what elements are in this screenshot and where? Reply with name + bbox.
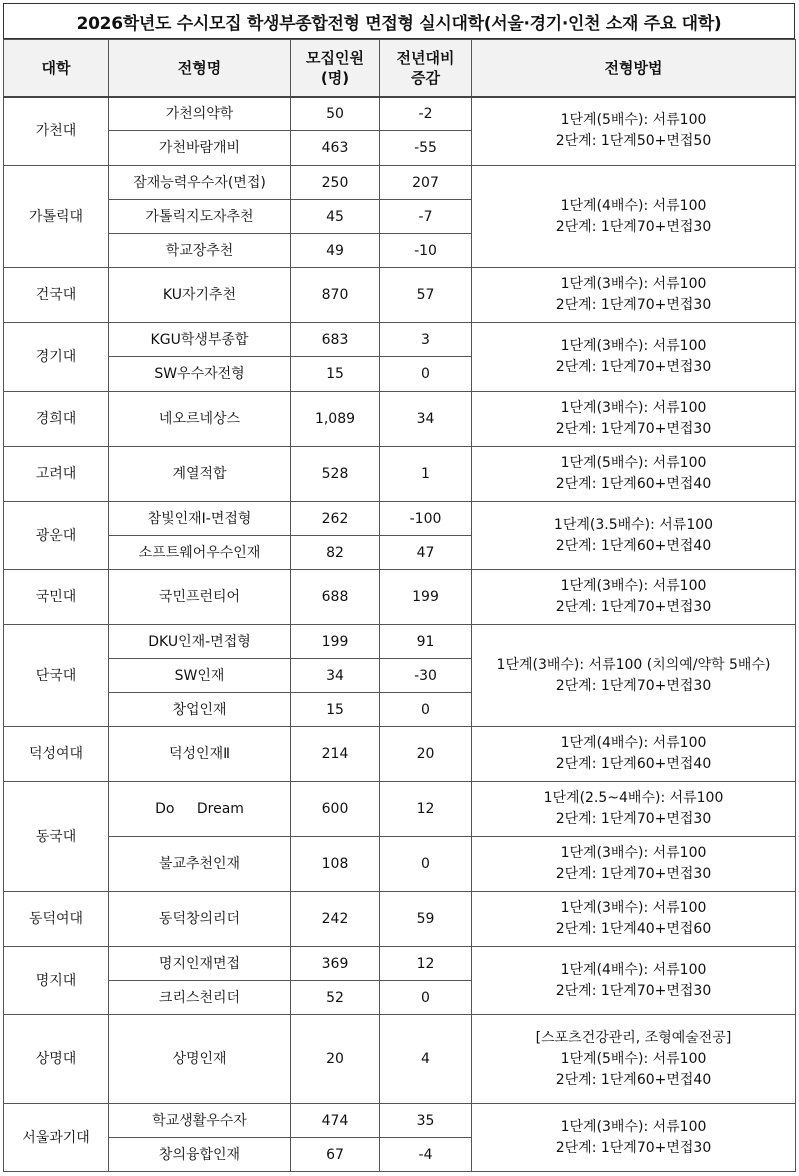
- quota-cell: 688: [291, 570, 380, 625]
- method-line: 2단계: 1단계60+면접40: [555, 1071, 712, 1088]
- quota-cell: 870: [291, 268, 380, 323]
- table-row: [4, 727, 796, 782]
- table-row: [4, 323, 796, 357]
- change-cell: -2: [380, 97, 472, 131]
- track-cell: 상명인재: [109, 1015, 291, 1104]
- change-cell: 47: [380, 536, 472, 570]
- page-title: 2026학년도 수시모집 학생부종합전형 면접형 실시대학(서울·경기·인천 소재 주요 대학): [3, 3, 795, 39]
- table-row: [4, 502, 796, 536]
- change-cell: 0: [380, 837, 472, 892]
- change-cell: 57: [380, 268, 472, 323]
- quota-cell: 20: [291, 1015, 380, 1104]
- quota-cell: 15: [291, 357, 380, 392]
- method-cell: [472, 447, 796, 502]
- method-line: 2단계: 1단계70+면접30: [555, 421, 712, 437]
- method-cell: [472, 97, 796, 166]
- change-cell: 91: [380, 625, 472, 659]
- univ-cell: 동국대: [4, 782, 109, 892]
- quota-cell: 199: [291, 625, 380, 659]
- table-row: [4, 1015, 796, 1104]
- method-line: 2단계: 1단계70+면접30: [555, 599, 712, 615]
- track-cell: 창의융합인재: [109, 1138, 291, 1172]
- quota-cell: 52: [291, 981, 380, 1015]
- quota-cell: 67: [291, 1138, 380, 1172]
- univ-cell: 가톨릭대: [4, 166, 109, 268]
- method-line: 1단계(3배수): 서류100: [560, 845, 707, 861]
- quota-cell: 34: [291, 659, 380, 693]
- method-line: 1단계(4배수): 서류100: [560, 735, 707, 751]
- quota-cell: 50: [291, 97, 380, 131]
- method-line: 1단계(3배수): 서류100 (치의예/약학 5배수): [496, 656, 771, 673]
- change-cell: 3: [380, 323, 472, 357]
- method-cell: [472, 727, 796, 782]
- quota-cell: 108: [291, 837, 380, 892]
- quota-cell: 600: [291, 782, 380, 837]
- track-cell: SW우수자전형: [109, 357, 291, 392]
- quota-cell: 82: [291, 536, 380, 570]
- quota-cell: 214: [291, 727, 380, 782]
- method-line: 1단계(4배수): 서류100: [560, 961, 707, 978]
- method-line: 2단계: 1단계70+면접30: [555, 982, 712, 999]
- method-cell: [472, 782, 796, 837]
- track-cell: DKU인재-면접형: [109, 625, 291, 659]
- quota-cell: 683: [291, 323, 380, 357]
- track-cell: 잠재능력우수자(면접): [109, 166, 291, 200]
- change-cell: 12: [380, 947, 472, 981]
- method-cell: [472, 947, 796, 1015]
- method-line: 1단계(2.5~4배수): 서류100: [543, 790, 724, 806]
- method-line: 1단계(3배수): 서류100: [560, 578, 707, 594]
- track-cell: 가천바람개비: [109, 131, 291, 166]
- change-cell: 199: [380, 570, 472, 625]
- univ-cell: 건국대: [4, 268, 109, 323]
- method-cell: [472, 570, 796, 625]
- header-quota: [291, 40, 380, 97]
- method-line: 2단계: 1단계70+면접30: [555, 677, 712, 694]
- method-line: 2단계: 1단계70+면접30: [555, 218, 712, 235]
- change-cell: 20: [380, 727, 472, 782]
- track-cell: 네오르네상스: [109, 392, 291, 447]
- method-line: 2단계: 1단계70+면접30: [555, 297, 712, 313]
- quota-cell: 463: [291, 131, 380, 166]
- method-line: 2단계: 1단계70+면접30: [555, 359, 712, 375]
- change-cell: -30: [380, 659, 472, 693]
- method-cell: [472, 892, 796, 947]
- method-cell: [472, 392, 796, 447]
- table-row: [4, 166, 796, 200]
- track-cell: 동덕창의리더: [109, 892, 291, 947]
- method-line: 2단계: 1단계60+면접40: [555, 537, 712, 554]
- track-cell: 국민프런티어: [109, 570, 291, 625]
- quota-cell: 262: [291, 502, 380, 536]
- change-cell: 34: [380, 392, 472, 447]
- method-line: [스포츠건강관리, 조형예술전공]: [535, 1029, 732, 1046]
- track-cell: 불교추천인재: [109, 837, 291, 892]
- univ-cell: 경희대: [4, 392, 109, 447]
- method-line: 1단계(3배수): 서류100: [560, 900, 707, 916]
- quota-cell: 242: [291, 892, 380, 947]
- univ-cell: 명지대: [4, 947, 109, 1015]
- admissions-table: [3, 39, 796, 1172]
- table-header-row: [4, 40, 796, 97]
- univ-cell: 동덕여대: [4, 892, 109, 947]
- quota-cell: 250: [291, 166, 380, 200]
- method-line: 2단계: 1단계70+면접30: [555, 866, 712, 882]
- univ-cell: 광운대: [4, 502, 109, 570]
- change-cell: 4: [380, 1015, 472, 1104]
- method-line: 1단계(5배수): 서류100: [560, 1050, 707, 1067]
- header-track: 전형명: [109, 40, 291, 97]
- method-line: 1단계(3.5배수): 서류100: [553, 516, 714, 533]
- track-cell: Do Dream: [109, 782, 291, 837]
- method-line: 2단계: 1단계50+면접50: [555, 133, 712, 150]
- method-cell: [472, 837, 796, 892]
- method-line: 1단계(4배수): 서류100: [560, 197, 707, 214]
- track-cell: 덕성인재Ⅱ: [109, 727, 291, 782]
- method-line: 1단계(5배수): 서류100: [560, 112, 707, 129]
- track-cell: KU자기추천: [109, 268, 291, 323]
- header-quota-line2: (명): [320, 68, 350, 87]
- change-cell: 59: [380, 892, 472, 947]
- table-row: [4, 1104, 796, 1138]
- method-line: 1단계(3배수): 서류100: [560, 276, 707, 292]
- table-row: [4, 97, 796, 131]
- univ-cell: 단국대: [4, 625, 109, 727]
- track-cell: 학교장추천: [109, 234, 291, 268]
- univ-cell: 서울과기대: [4, 1104, 109, 1172]
- quota-cell: 528: [291, 447, 380, 502]
- table-row: [4, 392, 796, 447]
- univ-cell: 덕성여대: [4, 727, 109, 782]
- method-cell: [472, 166, 796, 268]
- change-cell: 0: [380, 693, 472, 727]
- change-cell: 12: [380, 782, 472, 837]
- quota-cell: 49: [291, 234, 380, 268]
- univ-cell: 상명대: [4, 1015, 109, 1104]
- method-cell: [472, 323, 796, 392]
- header-quota-line1: 모집인원: [306, 48, 364, 67]
- header-univ: 대학: [4, 40, 109, 97]
- header-change-line2: 증감: [411, 68, 440, 87]
- table-row: [4, 625, 796, 659]
- table-row: [4, 570, 796, 625]
- method-line: 2단계: 1단계70+면접30: [555, 1139, 712, 1156]
- method-cell: [472, 268, 796, 323]
- table-row: [4, 447, 796, 502]
- track-cell: 가톨릭지도자추천: [109, 200, 291, 234]
- change-cell: 1: [380, 447, 472, 502]
- method-line: 1단계(3배수): 서류100: [560, 400, 707, 416]
- change-cell: 0: [380, 357, 472, 392]
- track-cell: 참빛인재Ⅰ-면접형: [109, 502, 291, 536]
- table-row: [4, 837, 796, 892]
- track-cell: 소프트웨어우수인재: [109, 536, 291, 570]
- track-cell: 크리스천리더: [109, 981, 291, 1015]
- table-row: [4, 268, 796, 323]
- table-row: [4, 782, 796, 837]
- header-change: [380, 40, 472, 97]
- header-change-line1: 전년대비: [396, 48, 455, 67]
- track-cell: SW인재: [109, 659, 291, 693]
- table-row: [4, 947, 796, 981]
- table-row: [4, 892, 796, 947]
- method-line: 1단계(3배수): 서류100: [560, 1118, 707, 1135]
- univ-cell: 경기대: [4, 323, 109, 392]
- quota-cell: 15: [291, 693, 380, 727]
- change-cell: -7: [380, 200, 472, 234]
- track-cell: 창업인재: [109, 693, 291, 727]
- track-cell: KGU학생부종합: [109, 323, 291, 357]
- method-line: 2단계: 1단계60+면접40: [555, 756, 712, 772]
- quota-cell: 45: [291, 200, 380, 234]
- quota-cell: 474: [291, 1104, 380, 1138]
- track-cell: 계열적합: [109, 447, 291, 502]
- univ-cell: 고려대: [4, 447, 109, 502]
- method-line: 2단계: 1단계40+면접60: [555, 921, 712, 937]
- method-line: 1단계(5배수): 서류100: [560, 455, 707, 471]
- univ-cell: 국민대: [4, 570, 109, 625]
- change-cell: -4: [380, 1138, 472, 1172]
- change-cell: -100: [380, 502, 472, 536]
- method-line: 1단계(3배수): 서류100: [560, 338, 707, 354]
- method-cell: [472, 625, 796, 727]
- method-line: 2단계: 1단계70+면접30: [555, 811, 712, 827]
- quota-cell: 1,089: [291, 392, 380, 447]
- univ-cell: 가천대: [4, 97, 109, 166]
- quota-cell: 369: [291, 947, 380, 981]
- method-line: 2단계: 1단계60+면접40: [555, 476, 712, 492]
- track-cell: 명지인재면접: [109, 947, 291, 981]
- track-cell: 학교생활우수자: [109, 1104, 291, 1138]
- track-cell: 가천의약학: [109, 97, 291, 131]
- method-cell: [472, 502, 796, 570]
- change-cell: 207: [380, 166, 472, 200]
- change-cell: -10: [380, 234, 472, 268]
- change-cell: 0: [380, 981, 472, 1015]
- change-cell: -55: [380, 131, 472, 166]
- method-cell: [472, 1104, 796, 1172]
- header-method: 전형방법: [472, 40, 796, 97]
- change-cell: 35: [380, 1104, 472, 1138]
- method-cell: [472, 1015, 796, 1104]
